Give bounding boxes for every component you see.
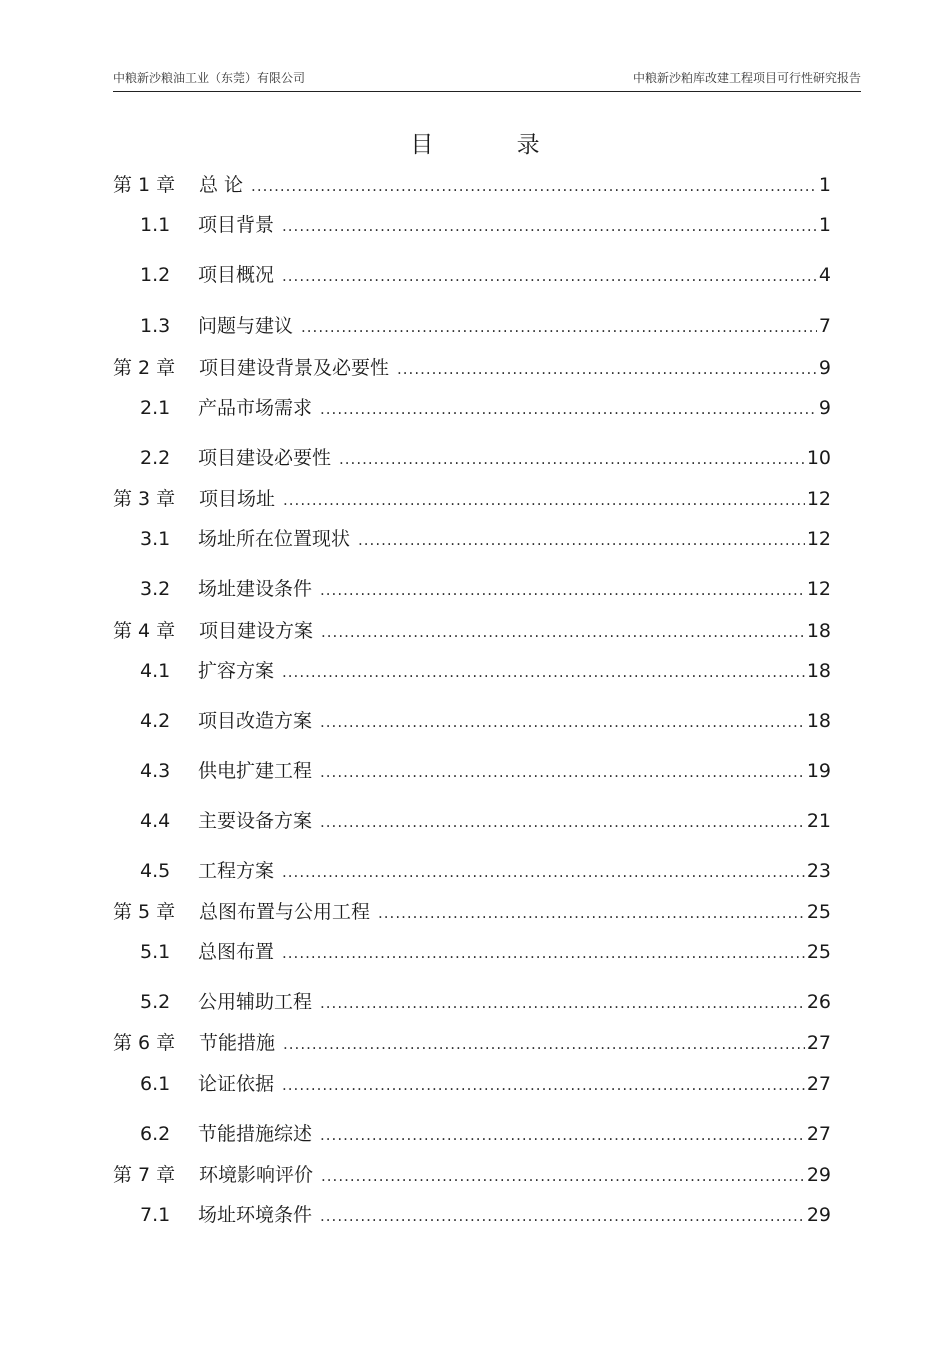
toc-dot-leader: [283, 1031, 805, 1057]
toc-entry-title: 论证依据: [198, 1073, 275, 1095]
toc-entry-title: 项目建设必要性: [198, 447, 332, 469]
toc-dot-leader: [320, 709, 805, 735]
toc-entry-title: 项目建设背景及必要性: [199, 357, 390, 379]
toc-entry-number: 第 1 章: [113, 174, 176, 196]
toc-dot-leader: [320, 577, 805, 603]
toc-entry-title: 总图布置: [198, 941, 275, 963]
toc-entry-number: 4.5: [140, 860, 171, 882]
toc-entry-title: 问题与建议: [198, 315, 294, 337]
toc-entry-number: 1.1: [140, 214, 171, 236]
toc-section-entry[interactable]: [140, 1071, 831, 1097]
toc-section-entry[interactable]: [140, 989, 831, 1015]
toc-page-number: 9: [818, 357, 831, 379]
toc-entry-title: 节能措施综述: [198, 1123, 313, 1145]
toc-entry-title: 供电扩建工程: [198, 760, 313, 782]
toc-section-entry[interactable]: [140, 858, 831, 884]
toc-section-entry[interactable]: [140, 708, 831, 734]
toc-section-entry[interactable]: [140, 939, 831, 965]
toc-entry-title: 主要设备方案: [198, 810, 313, 832]
toc-page-number: 27: [806, 1032, 831, 1054]
toc-chapter-entry[interactable]: [113, 172, 831, 198]
toc-page-number: 21: [806, 810, 831, 832]
toc-chapter-entry[interactable]: [113, 1162, 831, 1188]
toc-chapter-entry[interactable]: [113, 355, 831, 381]
toc-page-number: 12: [806, 488, 831, 510]
toc-page-number: 23: [806, 860, 831, 882]
toc-dot-leader: [283, 487, 805, 513]
toc-chapter-entry[interactable]: [113, 486, 831, 512]
toc-entry-title: 项目背景: [198, 214, 275, 236]
toc-page-number: 9: [818, 397, 831, 419]
toc-entry-title: 总图布置与公用工程: [199, 901, 371, 923]
toc-entry-title: 扩容方案: [198, 660, 275, 682]
toc-dot-leader: [321, 619, 805, 645]
toc-entry-number: 第 2 章: [113, 357, 176, 379]
toc-section-entry[interactable]: [140, 576, 831, 602]
toc-page-number: 18: [806, 620, 831, 642]
toc-entry-number: 第 7 章: [113, 1164, 176, 1186]
toc-entry-number: 5.1: [140, 941, 171, 963]
toc-entry-number: 3.1: [140, 528, 171, 550]
toc-page-number: 25: [806, 901, 831, 923]
toc-section-entry[interactable]: [140, 212, 831, 238]
toc-page-number: 4: [818, 264, 831, 286]
toc-dot-leader: [320, 759, 805, 785]
toc-entry-title: 项目概况: [198, 264, 275, 286]
toc-chapter-entry[interactable]: [113, 899, 831, 925]
toc-page-number: 29: [806, 1164, 831, 1186]
toc-dot-leader: [397, 356, 817, 382]
toc-entry-title: 场址所在位置现状: [198, 528, 351, 550]
toc-page-number: 18: [806, 710, 831, 732]
toc-page-number: 1: [818, 174, 831, 196]
toc-dot-leader: [320, 1122, 805, 1148]
toc-entry-number: 1.2: [140, 264, 171, 286]
toc-page-number: 12: [806, 578, 831, 600]
toc-page-number: 29: [806, 1204, 831, 1226]
toc-section-entry[interactable]: [140, 526, 831, 552]
toc-entry-number: 2.2: [140, 447, 171, 469]
toc-dot-leader: [282, 940, 805, 966]
toc-section-entry[interactable]: [140, 395, 831, 421]
toc-entry-number: 第 6 章: [113, 1032, 176, 1054]
toc-page-number: 27: [806, 1123, 831, 1145]
toc-section-entry[interactable]: [140, 1121, 831, 1147]
toc-dot-leader: [339, 446, 805, 472]
toc-page-number: 1: [818, 214, 831, 236]
toc-section-entry[interactable]: [140, 808, 831, 834]
toc-entry-number: 第 5 章: [113, 901, 176, 923]
toc-page-number: 12: [806, 528, 831, 550]
toc-entry-title: 公用辅助工程: [198, 991, 313, 1013]
toc-section-entry[interactable]: [140, 658, 831, 684]
toc-dot-leader: [358, 527, 805, 553]
toc-entry-title: 项目改造方案: [198, 710, 313, 732]
toc-entry-number: 2.1: [140, 397, 171, 419]
toc-entry-number: 4.3: [140, 760, 171, 782]
toc-entry-number: 6.2: [140, 1123, 171, 1145]
toc-entry-number: 4.2: [140, 710, 171, 732]
toc-entry-number: 4.1: [140, 660, 171, 682]
toc-entry-title: 节能措施: [199, 1032, 276, 1054]
toc-dot-leader: [321, 1163, 805, 1189]
toc-dot-leader: [301, 314, 817, 340]
toc-entry-number: 第 3 章: [113, 488, 176, 510]
toc-page-number: 26: [806, 991, 831, 1013]
toc-dot-leader: [378, 900, 805, 926]
toc-entry-number: 7.1: [140, 1204, 171, 1226]
toc-page-number: 7: [818, 315, 831, 337]
toc-entry-title: 工程方案: [198, 860, 275, 882]
toc-dot-leader: [282, 1072, 805, 1098]
toc-entry-title: 场址环境条件: [198, 1204, 313, 1226]
toc-entry-title: 总 论: [199, 174, 244, 196]
toc-entry-number: 6.1: [140, 1073, 171, 1095]
toc-dot-leader: [320, 990, 805, 1016]
toc-section-entry[interactable]: [140, 313, 831, 339]
toc-entry-title: 环境影响评价: [199, 1164, 314, 1186]
toc-entry-number: 3.2: [140, 578, 171, 600]
toc-chapter-entry[interactable]: [113, 1030, 831, 1056]
toc-page-number: 18: [806, 660, 831, 682]
toc-entry-number: 第 4 章: [113, 620, 176, 642]
toc-section-entry[interactable]: [140, 1202, 831, 1228]
toc-entry-title: 场址建设条件: [198, 578, 313, 600]
toc-section-entry[interactable]: [140, 262, 831, 288]
toc-dot-leader: [282, 659, 805, 685]
toc-entry-number: 4.4: [140, 810, 171, 832]
toc-dot-leader: [251, 173, 817, 199]
toc-dot-leader: [320, 1203, 805, 1229]
toc-page-number: 10: [806, 447, 831, 469]
toc-page-number: 27: [806, 1073, 831, 1095]
toc-dot-leader: [282, 859, 805, 885]
page-title: 目 录: [410, 132, 578, 158]
toc-chapter-entry[interactable]: [113, 618, 831, 644]
toc-section-entry[interactable]: [140, 445, 831, 471]
header-report-title: 中粮新沙粕库改建工程项目可行性研究报告: [632, 71, 861, 85]
toc-section-entry[interactable]: [140, 758, 831, 784]
toc-entry-number: 5.2: [140, 991, 171, 1013]
toc-entry-title: 项目场址: [199, 488, 276, 510]
toc-dot-leader: [282, 263, 817, 289]
toc-entry-title: 产品市场需求: [198, 397, 313, 419]
header-company: 中粮新沙粮油工业（东莞）有限公司: [113, 71, 306, 85]
toc-dot-leader: [320, 809, 805, 835]
toc-entry-title: 项目建设方案: [199, 620, 314, 642]
toc-page-number: 25: [806, 941, 831, 963]
toc-dot-leader: [320, 396, 817, 422]
toc-page-number: 19: [806, 760, 831, 782]
toc-dot-leader: [282, 213, 817, 239]
toc-entry-number: 1.3: [140, 315, 171, 337]
